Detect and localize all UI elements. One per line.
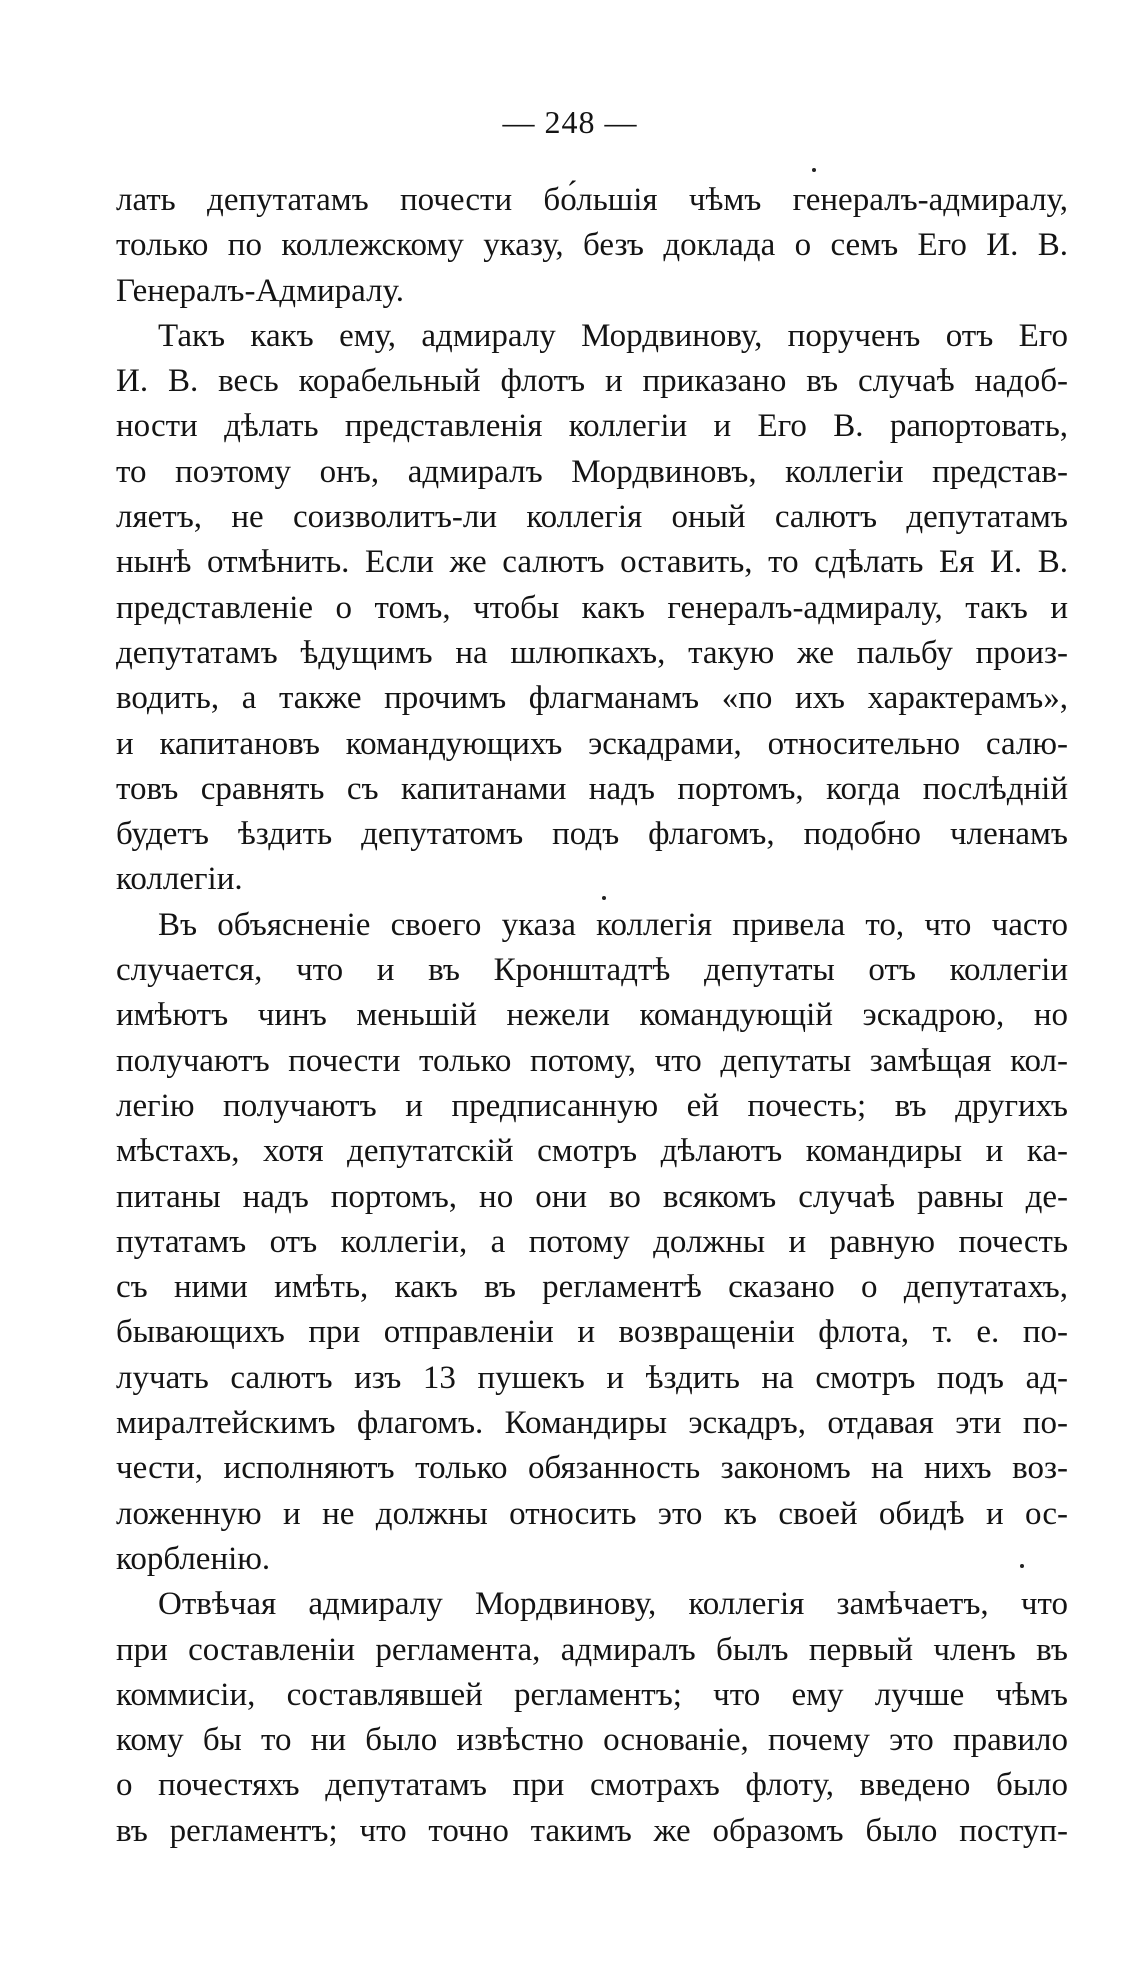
- text-line: лать депутатамъ почести бо́льшія чѣмъ генералъ-адмиралу,: [116, 182, 1068, 218]
- paragraph-3: [116, 903, 1068, 1582]
- text-line: питаны надъ портомъ, но они во всякомъ случаѣ равны де-: [116, 1178, 1068, 1215]
- paragraph-4: [116, 1582, 1068, 1854]
- text-line: легію получаютъ и предписанную ей почесть; въ другихъ: [116, 1087, 1068, 1124]
- text-line: путатамъ отъ коллегіи, а потому должны и равную почесть: [116, 1223, 1068, 1260]
- text-line: кому бы то ни было извѣстно основаніе, почему это правило: [116, 1722, 1068, 1759]
- text-line: Такъ какъ ему, адмиралу Мордвинову, порученъ отъ Его: [158, 317, 1068, 354]
- text-line: коммисіи, составлявшей регламентъ; что ему лучше чѣмъ: [116, 1676, 1068, 1713]
- text-line: мѣстахъ, хотя депутатскій смотръ дѣлаютъ командиры и ка-: [116, 1133, 1068, 1170]
- text-line: Отвѣчая адмиралу Мордвинову, коллегія замѣчаетъ, что: [158, 1586, 1068, 1623]
- text-line: И. В. весь корабельный флотъ и приказано въ случаѣ надоб-: [116, 363, 1068, 400]
- text-line: съ ними имѣть, какъ въ регламентѣ сказано о депутатахъ,: [116, 1269, 1068, 1306]
- text-line: водить, а также прочимъ флагманамъ «по ихъ характерамъ»,: [116, 680, 1068, 717]
- text-line: корбленію.: [116, 1540, 271, 1577]
- text-line: въ регламентъ; что точно такимъ же образомъ было поступ-: [116, 1812, 1068, 1849]
- text-line: представленіе о томъ, чтобы какъ генералъ-адмиралу, такъ и: [116, 589, 1068, 626]
- text-line: только по коллежскому указу, безъ доклада о семъ Его И. В.: [116, 227, 1068, 264]
- text-line: чести, исполняютъ только обязанность закономъ на нихъ воз-: [116, 1450, 1068, 1487]
- text-line: получаютъ почести только потому, что депутаты замѣщая кол-: [116, 1042, 1068, 1079]
- text-line: то поэтому онъ, адмиралъ Мордвиновъ, коллегіи представ-: [116, 453, 1068, 490]
- text-line: коллегіи.: [116, 861, 243, 898]
- paragraph-1: [116, 178, 1068, 314]
- print-speck: [602, 896, 606, 900]
- page-number: — 248 —: [502, 104, 638, 140]
- text-line: бывающихъ при отправленіи и возвращеніи флота, т. е. по-: [116, 1314, 1068, 1351]
- text-line: ляетъ, не соизволитъ-ли коллегія оный салютъ депутатамъ: [116, 499, 1068, 536]
- text-line: Генералъ-Адмиралу.: [116, 272, 404, 309]
- text-line: и капитановъ командующихъ эскадрами, относительно салю-: [116, 725, 1068, 762]
- text-line: лучать салютъ изъ 13 пушекъ и ѣздить на смотръ подъ ад-: [116, 1359, 1068, 1396]
- text-line: депутатамъ ѣдущимъ на шлюпкахъ, такую же пальбу произ-: [116, 634, 1068, 671]
- print-speck: [812, 168, 816, 172]
- text-line: Въ объясненіе своего указа коллегія привела то, что часто: [158, 906, 1068, 943]
- text-line: ложенную и не должны относить это къ своей обидѣ и ос-: [116, 1495, 1068, 1532]
- text-line: будетъ ѣздить депутатомъ подъ флагомъ, подобно членамъ: [116, 816, 1068, 853]
- text-line: ности дѣлать представленія коллегіи и Его В. рапортовать,: [116, 408, 1068, 445]
- text-line: товъ сравнять съ капитанами надъ портомъ, когда послѣдній: [116, 770, 1068, 807]
- text-line: нынѣ отмѣнить. Если же салютъ оставить, то сдѣлать Ея И. В.: [116, 544, 1068, 581]
- body-text: [116, 178, 1068, 1854]
- text-line: миралтейскимъ флагомъ. Командиры эскадръ, отдавая эти по-: [116, 1405, 1068, 1442]
- print-speck: [1020, 1564, 1024, 1568]
- text-line: при составленіи регламента, адмиралъ былъ первый членъ въ: [116, 1631, 1068, 1668]
- text-line: о почестяхъ депутатамъ при смотрахъ флоту, введено было: [116, 1767, 1068, 1804]
- text-line: случается, что и въ Кронштадтѣ депутаты отъ коллегіи: [116, 952, 1068, 989]
- text-line: имѣютъ чинъ меньшій нежели командующій эскадрою, но: [116, 997, 1068, 1034]
- paragraph-2: [116, 314, 1068, 903]
